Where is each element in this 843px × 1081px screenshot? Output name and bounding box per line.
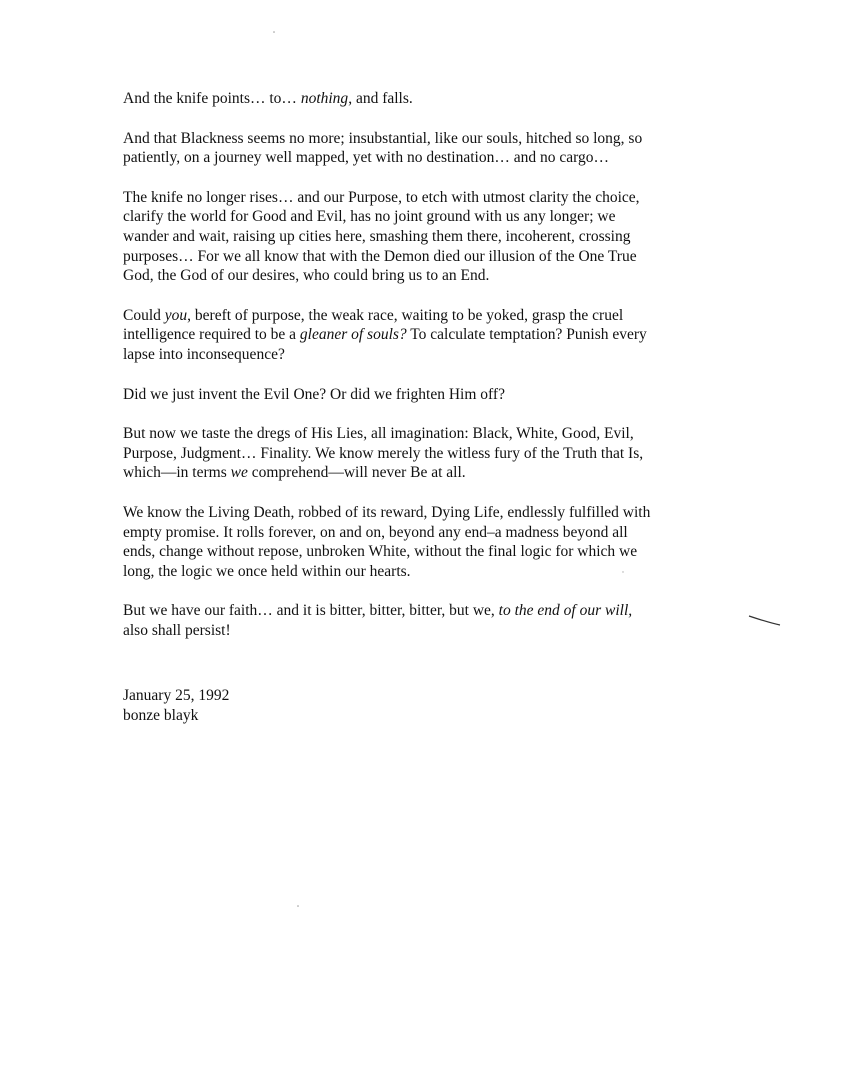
margin-stroke-mark [748, 614, 782, 628]
emphasis-nothing: nothing [300, 90, 349, 107]
emphasis-we: we [230, 464, 248, 482]
scan-speck-3 [296, 904, 300, 908]
emphasis-gleaner: gleaner of souls? [299, 326, 407, 344]
date-line: January 25, 1992 [123, 687, 230, 704]
document-body [123, 89, 653, 660]
paragraph-6: But now we taste the dregs of His Lies, all imagination: Black, White, Good, Evil, Purpose, Judgment… Finality. We know merely the witless fury of the Truth that Is, which—in terms we comprehend—will never Be at all. [123, 425, 644, 482]
signature-block [123, 686, 229, 725]
scan-speck-1 [272, 30, 276, 34]
paragraph-4: Could you, bereft of purpose, the weak race, waiting to be yoked, grasp the cruel intelligence required to be a gleaner of souls? To calculate temptation? Punish every lapse into inconsequence? [123, 306, 647, 363]
paragraph-7: We know the Living Death, robbed of its reward, Dying Life, endlessly fulfilled with empty promise. It rolls forever, on and on, beyond any end–a madness beyond all ends, change without repose, unbroken White, without the final logic for which we long, the logic we once held within our hearts. [123, 503, 651, 580]
emphasis-end-of-will: to the end of our will, [498, 602, 633, 620]
paragraph-3: The knife no longer rises… and our Purpose, to etch with utmost clarity the choice, clarify the world for Good and Evil, has no joint ground with us any longer; we wander and wait, raising up cities here, smashing them there, incoherent, crossing purposes… For we all know that with the Demon died our illusion of the One True God, the God of our desires, who could bring us to an End. [123, 188, 640, 285]
emphasis-you: you [164, 306, 188, 324]
scan-speck-2 [621, 570, 625, 574]
author-line: bonze blayk [123, 706, 199, 724]
paragraph-2: And that Blackness seems no more; insubstantial, like our souls, hitched so long, so patiently, on a journey well mapped, yet with no destination… and no cargo… [123, 129, 643, 167]
paragraph-1: And the knife points… to… nothing, and falls. [123, 90, 413, 107]
paragraph-8: But we have our faith… and it is bitter, bitter, bitter, but we, to the end of our will, also shall persist! [123, 602, 633, 639]
paragraph-5: Did we just invent the Evil One? Or did we frighten Him off? [123, 385, 505, 403]
